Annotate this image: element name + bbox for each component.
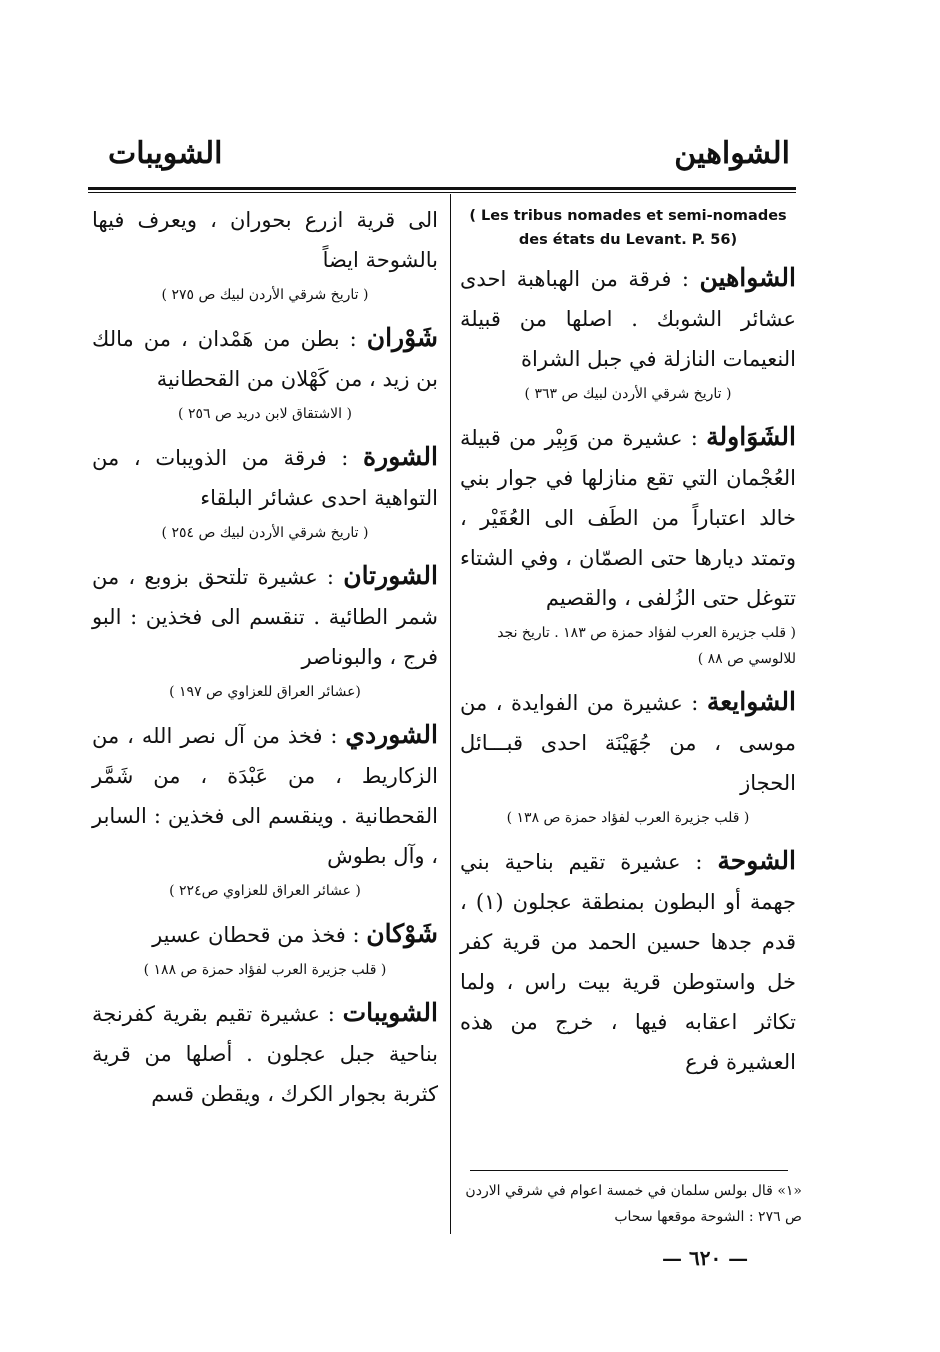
entry-shawha [460,841,796,1082]
entry-headword: الشوردي [345,720,438,749]
entry-text: : عشيرة تقيم بقرية كفرنجة بناحية جبل عجلون . أصلها من قرية كثربة بجوار الكرك ، ويقطن قسم [92,1002,438,1106]
entry-headword: شَوْران [366,323,438,352]
entry-headword: الشَوَاولة [706,422,796,451]
entry-reference: ( عشائر العراق للعزاوي ص٢٢٤ ) [169,883,361,899]
entry-shawrdi [92,715,438,876]
right-column [460,200,796,1082]
entry-headword: الشورة [363,442,438,471]
entry-reference: ( قلب جزيرة العرب لفؤاد حمزة ص ١٣٨ ) [506,810,750,826]
entry-headword: الشورتان [343,561,438,590]
entry-text: : فخذ من آل نصر الله ، من الزكاريط ، من عَبْدَة ، من شَمَّر القحطانية . وينقسم الى فخذين : السابر ، وآل بطوش [92,724,438,868]
entry-reference: ( تاريخ شرقي الأردن لبيك ص ٢٥٤ ) [161,525,369,541]
entry-headword: شَوْكان [366,919,438,948]
entry-text: : فرقة من الذويبات ، من التواهية احدى عشائر البلقاء [92,446,438,510]
footnote: «١» قال بولس سلمان في خمسة اعوام في شرقي الاردن ص ٢٧٦ : الشوحة موقعها سحاب [465,1183,802,1225]
running-header-right: الشواهين [674,136,790,171]
entry-reference: ( قلب جزيرة العرب لفؤاد حمزة ص ١٨٣ . تاريخ نجد للالوسي ص ٨٨ ) [497,625,796,667]
column-divider [450,194,451,1234]
entry-reference: ( الاشتقاق لابن دريد ص ٢٥٦ ) [178,406,352,422]
left-column [92,200,438,1114]
entry-reference: (عشائر العراق للعزاوي ص ١٩٧ ) [169,684,361,700]
entry-shawahin [460,258,796,379]
entry-headword: الشوحة [717,846,796,875]
entry-reference: ( تاريخ شرقي الأردن لبيك ص ٣٦٣ ) [524,386,732,402]
footnote-rule [470,1170,788,1171]
entry-reference: ( قلب جزيرة العرب لفؤاد حمزة ص ١٨٨ ) [143,962,387,978]
continuation-text: الى قرية ازرع بحوران ، ويعرف فيها بالشوحة ايضاً [92,208,438,272]
header-rule [88,187,796,193]
french-source-note: ( Les tribus nomades et semi-nomades des états du Levant. P. 56) [469,208,787,248]
entry-text: : بطن من هَمْدان ، من مالك بن زيد ، من كَهْلان من القحطانية [92,327,438,391]
entry-text: : فرقة من الهباهبة احدى عشائر الشوبك . اصلها من قبيلة النعيمات النازلة في جبل الشراة [460,267,796,371]
entry-headword: الشويبات [342,998,438,1027]
entry-text: : عشيرة من الفوايدة ، من موسى ، من جُهَيْنَة احدى قبـــائل الحجاز [460,691,796,795]
entry-shawrtan [92,556,438,677]
entry-shawkan [92,914,438,955]
entry-shawawla [460,417,796,618]
entry-text: : عشيرة تقيم بناحية بني جهمة أو البطون بمنطقة عجلون (١) ، قدم جدها حسين الحمد من قرية كفر خل واستوطن قرية بيت راس ، ولما تكاثر اعقابه فيها ، خرج من هذه العشيرة فرع [460,850,796,1074]
entry-text: : عشيرة من وَبِيْر من قبيلة العُجْمان التي تقع منازلها في جوار بني خالد اعتباراً من الطَف الى العُقَيْر ، وتمتد ديارها حتى الصمّان ، وفي الشتاء تتوغل حتى الزُلفى ، والقصيم [460,426,796,610]
entry-shawaya [460,682,796,803]
entry-reference: ( تاريخ شرقي الأردن لبيك ص ٢٧٥ ) [161,287,369,303]
entry-headword: الشوايعة [706,687,796,716]
running-header-left: الشويبات [108,136,223,171]
entry-shawra [92,437,438,518]
page-number: — ٦٢٠ — [662,1246,749,1270]
entry-text: : عشيرة تلتحق بزوبع ، من شمر الطائية . تنقسم الى فخذين : البو فرج ، والبوناصر [92,565,438,669]
entry-text: : فخذ من قحطان عسير [152,923,360,947]
entry-shuwaybat [92,993,438,1114]
entry-headword: الشواهين [699,263,796,292]
entry-shawran [92,318,438,399]
